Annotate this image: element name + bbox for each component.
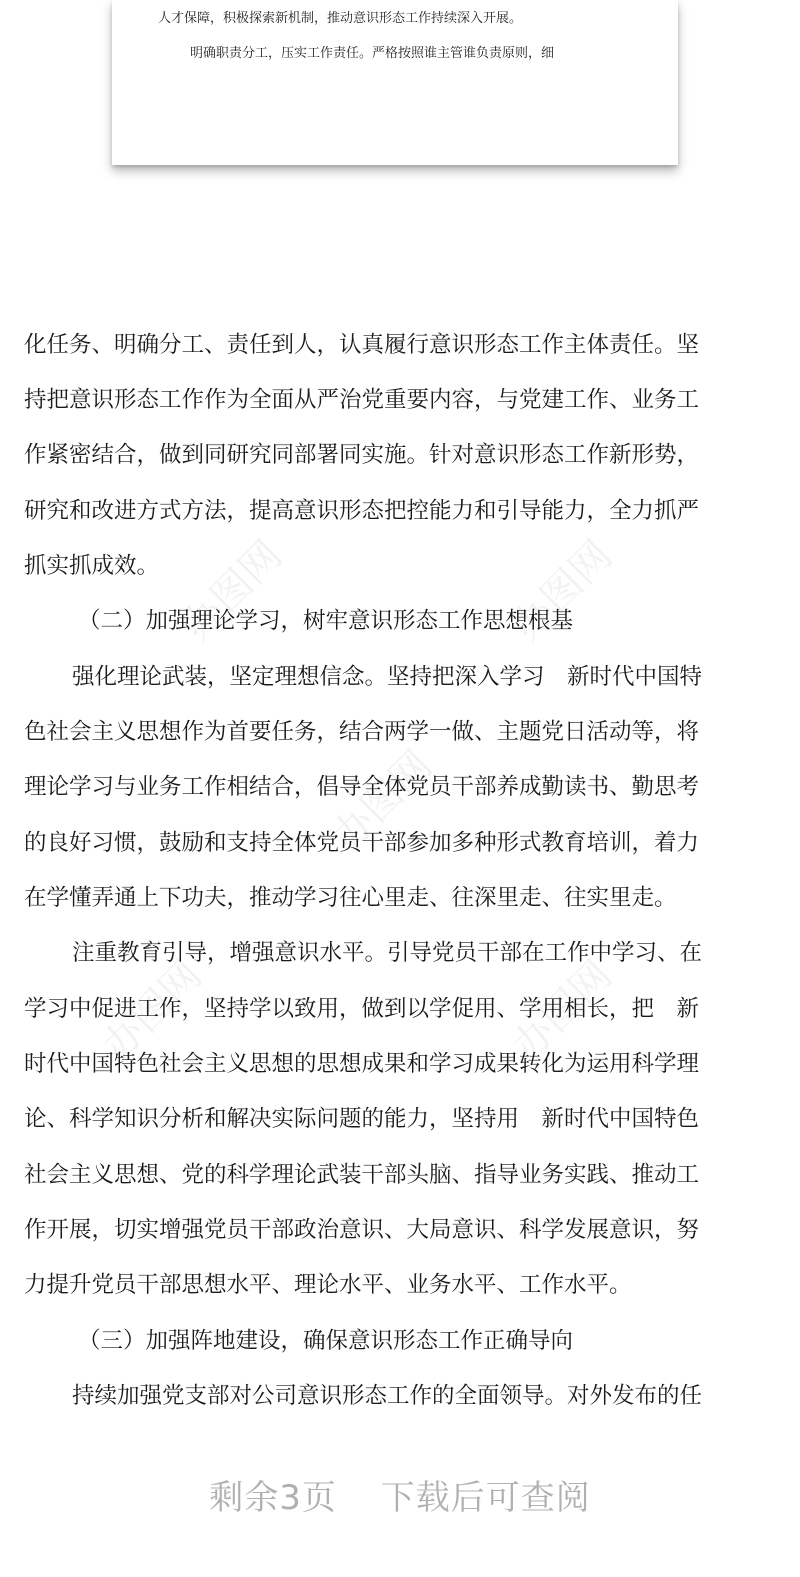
remaining-pages-label: 剩余3页 [209,1478,337,1518]
paragraph-line: 理论学习与业务工作相结合，倡导全体党员干部养成勤读书、勤思考 [24,774,700,800]
section-heading: （二）加强理论学习，树牢意识形态工作思想根基 [78,608,574,634]
card-text-line: 人才保障，积极探索新机制，推动意识形态工作持续深入开展。 [158,11,523,26]
paragraph-line: 化任务、明确分工、责任到人，认真履行意识形态工作主体责任。坚 [24,332,700,358]
paragraph-line: 社会主义思想、党的科学理论武装干部头脑、指导业务实践、推动工 [24,1162,700,1188]
paragraph-line: 研究和改进方式方法，提高意识形态把控能力和引导能力，全力抓严 [24,498,700,524]
watermark: 办图网 [323,742,442,860]
paragraph-line: 时代中国特色社会主义思想的思想成果和学习成果转化为运用科学理 [24,1051,700,1077]
paragraph-line: 持把意识形态工作作为全面从严治党重要内容，与党建工作、业务工 [24,387,700,413]
watermark: 办图网 [93,952,212,1070]
preview-card [112,0,678,165]
paragraph-line: 作开展，切实增强党员干部政治意识、大局意识、科学发展意识，努 [24,1217,700,1243]
watermark: 办图网 [503,952,622,1070]
download-to-view-label[interactable]: 下载后可查阅 [380,1478,591,1518]
section-heading: （三）加强阵地建设，确保意识形态工作正确导向 [78,1328,574,1354]
paragraph-line: 注重教育引导，增强意识水平。引导党员干部在工作中学习、在 [72,940,703,966]
watermark: 办图网 [173,532,292,650]
paragraph-line: 作紧密结合，做到同研究同部署同实施。针对意识形态工作新形势， [24,442,700,468]
paragraph-line: 的良好习惯，鼓励和支持全体党员干部参加多种形式教育培训，着力 [24,830,700,856]
paragraph-line: 在学懂弄通上下功夫，推动学习往心里走、往深里走、往实里走。 [24,885,677,911]
paragraph-line: 学习中促进工作，坚持学以致用，做到以学促用、学用相长，把 新 [24,996,700,1022]
paragraph-line: 抓实抓成效。 [24,553,160,579]
paragraph-line: 论、科学知识分析和解决实际问题的能力，坚持用 新时代中国特色 [24,1106,700,1132]
paragraph-line: 强化理论武装，坚定理想信念。坚持把深入学习 新时代中国特 [72,664,703,690]
paragraph-line: 力提升党员干部思想水平、理论水平、业务水平、工作水平。 [24,1272,632,1298]
card-text-line: 明确职责分工，压实工作责任。严格按照谁主管谁负责原则，细 [190,46,555,61]
watermark: 办图网 [503,532,622,650]
paragraph-line: 持续加强党支部对公司意识形态工作的全面领导。对外发布的任 [72,1383,703,1409]
paragraph-line: 色社会主义思想作为首要任务，结合两学一做、主题党日活动等，将 [24,719,700,745]
download-prompt[interactable] [0,1470,800,1519]
